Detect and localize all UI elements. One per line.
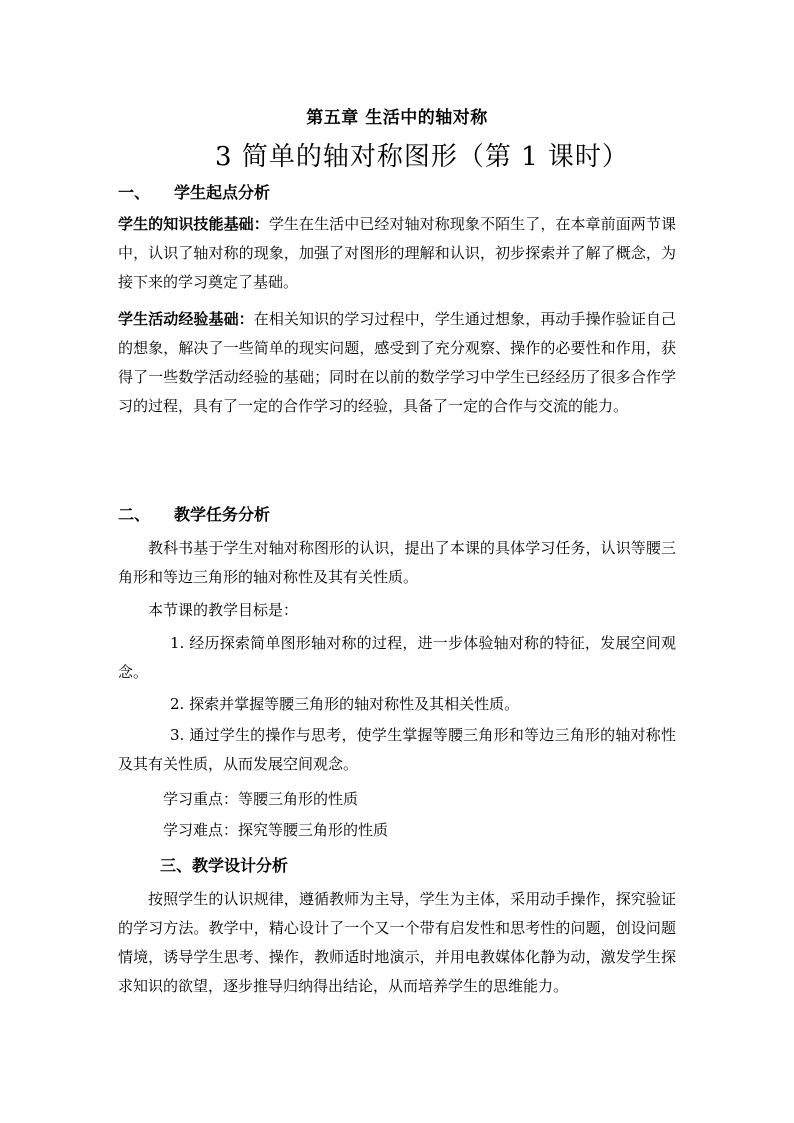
section1-p1-text: 学生在生活中已经对轴对称现象不陌生了，在本章前面两节课中，认识了轴对称的现象，加强了对图形的理解和认识，初步探索并了解了概念，为接下来的学习奠定了基础。 <box>118 215 676 291</box>
goal-2: 2. 探索并掌握等腰三角形的轴对称性及其相关性质。 <box>170 695 520 713</box>
section2-number: 二、 <box>118 505 151 524</box>
goal-3: 3. 通过学生的操作与思考，使学生掌握等腰三角形和等边三角形的轴对称性及其有关性质，从而发展空间观念。 <box>118 726 676 773</box>
chapter-title: 第五章 生活中的轴对称 <box>306 108 488 128</box>
lesson-title: 3 简单的轴对称图形（第 1 课时） <box>215 142 629 172</box>
section1-number: 一、 <box>118 183 151 202</box>
goals-label: 本节课的教学目标是： <box>148 601 299 619</box>
section3-heading: 三、教学设计分析 <box>160 856 289 875</box>
difficulty-point: 学习难点：探究等腰三角形的性质 <box>163 821 389 839</box>
section1-p2-text: 在相关知识的学习过程中，学生通过想象，再动手操作验证自己的想象，解决了一些简单的现实问题，感受到了充分观察、操作的必要性和作用，获得了一些数学活动经验的基础；同时在以前的数学学习中学生已经经历了很多合作学习的过程，具有了一定的合作学习的经验，具备了一定的合作与交流的能力。 <box>118 310 676 415</box>
section1-p2-label: 学生活动经验基础： <box>118 310 254 328</box>
key-point: 学习重点：等腰三角形的性质 <box>163 790 359 808</box>
section2-heading <box>118 502 270 525</box>
section1-p1-label: 学生的知识技能基础： <box>118 215 269 233</box>
section1-paragraph1 <box>118 210 676 297</box>
section2-title: 教学任务分析 <box>174 505 271 524</box>
section1-title: 学生起点分析 <box>174 183 271 202</box>
section1-heading <box>118 180 270 203</box>
section2-intro: 教科书基于学生对轴对称图形的认识，提出了本课的具体学习任务，认识等腰三角形和等边三角形的轴对称性及其有关性质。 <box>118 539 676 586</box>
section1-paragraph2 <box>118 305 676 421</box>
goal-1: 1. 经历探索简单图形轴对称的过程，进一步体验轴对称的特征，发展空间观念。 <box>118 634 676 681</box>
section3-paragraph: 按照学生的认识规律，遵循教师为主导，学生为主体，采用动手操作，探究验证的学习方法。教学中，精心设计了一个又一个带有启发性和思考性的问题，创设问题情境，诱导学生思考、操作，教师适时地演示，并用电教媒体化静为动，激发学生探求知识的欲望，逐步推导归纳得出结论，从而培养学生的思维能力。 <box>118 890 676 995</box>
